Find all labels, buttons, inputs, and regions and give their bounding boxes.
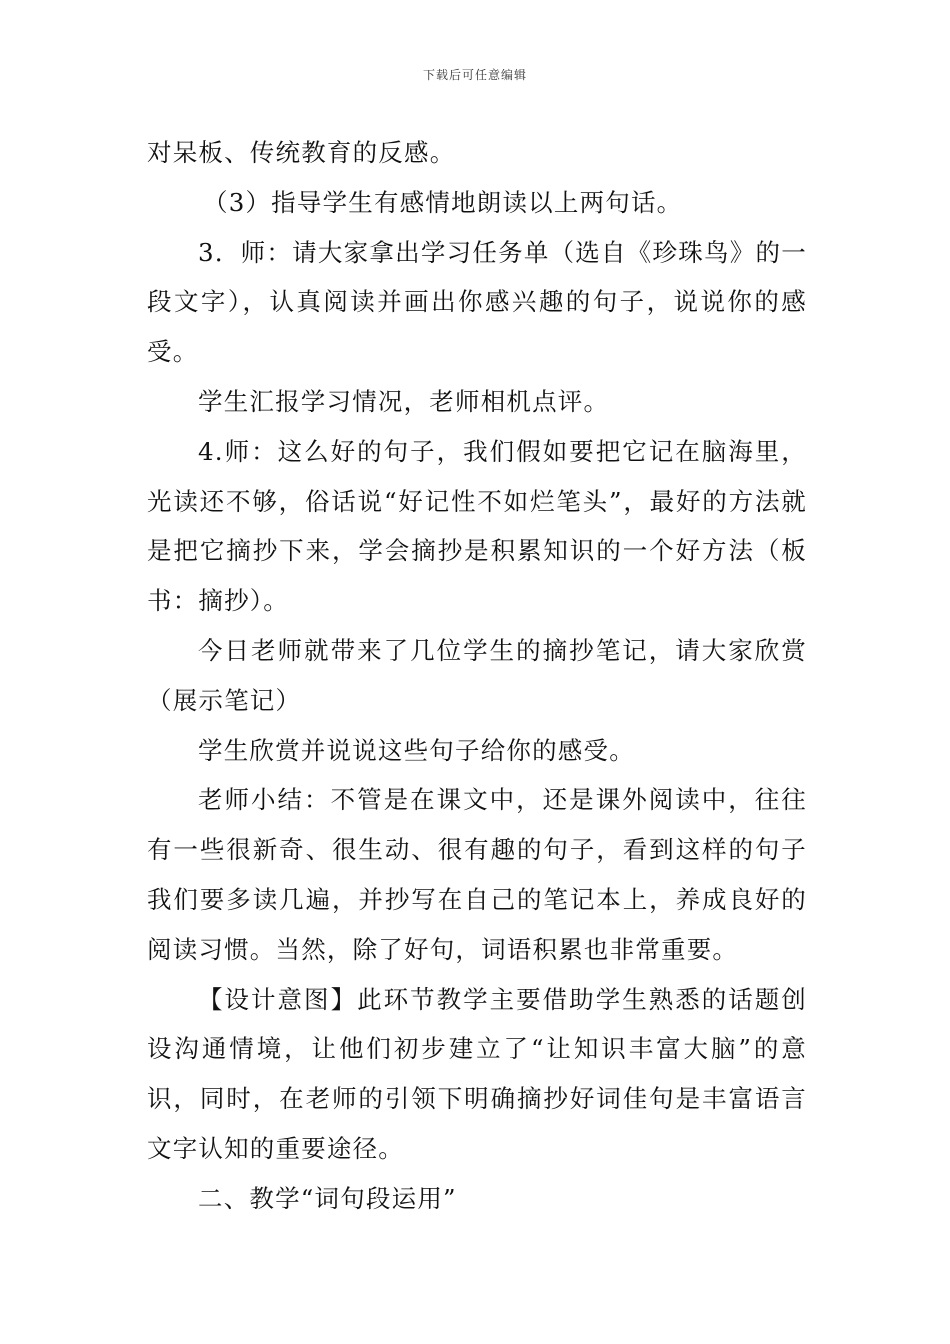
paragraph-show-notes: 今日老师就带来了几位学生的摘抄笔记，请大家欣赏（展示笔记）: [147, 635, 807, 715]
paragraph-student-appreciate: 学生欣赏并说说这些句子给你的感受。: [198, 735, 635, 765]
document-body: [147, 128, 807, 1224]
paragraph-teacher-summary: 老师小结：不管是在课文中，还是课外阅读中，往往有一些很新奇、很生动、很有趣的句子，看到这样的句子我们要多读几遍，并抄写在自己的笔记本上，养成良好的阅读习惯。当然，除了好句，词语积累也非常重要。: [147, 785, 807, 964]
paragraph-step-3: （3）指导学生有感情地朗读以上两句话。: [203, 187, 683, 217]
paragraph-teacher-excerpt: 4.师：这么好的句子，我们假如要把它记在脑海里，光读还不够，俗话说“好记性不如烂笔头”，最好的方法就是把它摘抄下来，学会摘抄是积累知识的一个好方法（板书：摘抄）。: [147, 436, 807, 616]
paragraph-student-report: 学生汇报学习情况，老师相机点评。: [198, 386, 610, 416]
section-heading-2: 二、教学“词句段运用”: [198, 1183, 457, 1213]
paragraph-design-intent: 【设计意图】此环节教学主要借助学生熟悉的话题创设沟通情境，让他们初步建立了“让知识丰富大脑”的意识，同时，在老师的引领下明确摘抄好词佳句是丰富语言文字认知的重要途径。: [147, 984, 807, 1163]
page-header-note: 下载后可任意编辑: [422, 68, 527, 82]
paragraph-continuation: 对呆板、传统教育的反感。: [147, 138, 456, 167]
paragraph-teacher-task: 3．师：请大家拿出学习任务单（选自《珍珠鸟》的一段文字），认真阅读并画出你感兴趣的句子，说说你的感受。: [147, 237, 807, 367]
